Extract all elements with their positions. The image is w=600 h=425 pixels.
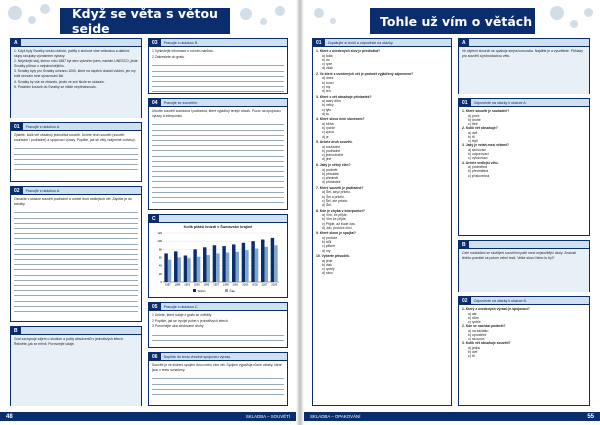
footer-section: SKLADBA – OPAKOVÁNÍ — [310, 414, 361, 419]
bar-tetřev-2001 — [232, 244, 235, 282]
chart-title: Kolik ptáků hnízdí v Šumavské krajině — [183, 225, 253, 229]
panel-c — [148, 214, 288, 298]
text-item: 3. Svratky byly pro Svratky ochranu 1000, které na úspěch dostali všichni, jen my totiž nevzalo mne spravování lidí. — [14, 69, 136, 78]
panel-b — [10, 326, 142, 406]
answer-option[interactable]: b) tři — [468, 135, 475, 139]
answer-option[interactable]: a) podmět — [322, 167, 338, 172]
bar-čáp-1999 — [226, 253, 229, 282]
quiz-question — [316, 163, 448, 184]
x-tick-label: 2003 — [242, 283, 249, 287]
bar-tetřev-2009 — [271, 238, 274, 282]
question-text: 6. Jaký je větný člen? — [316, 162, 351, 167]
panel-01 — [10, 122, 142, 182]
x-tick-label: 2007 — [261, 283, 268, 287]
panel-tag: 02 — [459, 297, 471, 305]
bar-čáp-1987 — [168, 260, 171, 282]
x-tick-label: 2005 — [251, 283, 258, 287]
bar-čáp-2007 — [265, 247, 268, 282]
answer-option[interactable]: d) ráno — [322, 271, 333, 276]
answer-option[interactable]: a) kolik — [322, 53, 333, 58]
answer-option[interactable]: b) druhé — [468, 117, 481, 122]
answer-option[interactable]: d) Šel. — [322, 202, 332, 207]
answer-option[interactable]: c) Přijde, až bude čas. — [322, 221, 356, 226]
answer-line[interactable] — [152, 336, 284, 341]
instruction-text: Označte v ukázce souvětí podřadné a určete druh vedlejších vět. Zapište je do tabulky. — [14, 197, 132, 206]
quiz-question — [316, 231, 448, 252]
panel-01-right-body — [459, 107, 589, 180]
instruction-text: Utvořte souvětí souřadná i podřadná, které vyjadřují tentýž obsah. Pozor na spojovací výrazy a interpunkci. — [152, 109, 281, 118]
instruction-text: Souvětí je ve složení spojení dvou nebo více vět. Spojení vyjadřuje různé vztahy, které jsou v textu označeny. — [152, 363, 282, 372]
panel-04 — [148, 98, 288, 210]
bar-čáp-1997 — [216, 253, 219, 282]
panel-02-right-body — [459, 305, 589, 361]
question-text: 2. Kde se nachází podmět? — [462, 324, 506, 329]
answer-option[interactable]: a) Šel, když pršelo. — [322, 190, 351, 195]
answer-option[interactable]: c) třetí — [468, 122, 478, 126]
answer-option[interactable]: c) na konci — [468, 337, 485, 342]
instruction-text: Graf zachycuje zájem o studium a počty absolventů v jednotlivých letech. Řekněte, jak se měnil. Porovnejte údaje. — [14, 337, 124, 346]
panel-tag: 04 — [149, 99, 161, 107]
answer-option[interactable]: d) jiné — [322, 157, 332, 162]
panel-tag: B — [459, 241, 469, 249]
book-spine — [296, 0, 304, 425]
answer-option[interactable]: c) předmět — [322, 175, 339, 180]
answer-option[interactable]: a) první — [468, 113, 480, 118]
task-item: 3 Porovnejte oba sledované druhy. — [152, 324, 205, 329]
x-tick-label: 1991 — [184, 283, 191, 287]
bar-tetřev-1997 — [213, 245, 216, 282]
page-title: Tohle už vím o větách — [370, 8, 535, 34]
panel-01-right — [458, 98, 590, 236]
answer-option[interactable]: b) velký — [322, 103, 334, 108]
answer-option[interactable]: c) tyto — [322, 107, 332, 112]
bar-čáp-2001 — [236, 252, 239, 282]
question-text: 8. Kde je chyba v interpunkci? — [316, 208, 365, 213]
question-text: 5. Určete druh souvětí. — [316, 140, 353, 145]
bar-čáp-1993 — [197, 257, 200, 282]
answer-option[interactable]: b) rychle — [322, 126, 336, 131]
x-tick-label: 1995 — [203, 283, 210, 287]
panel-label: Doplňte do textu vhodné spojovací výrazy. — [163, 354, 231, 359]
panel-06 — [148, 352, 288, 406]
question-text: 2. Kolik vět obsahuje? — [462, 126, 498, 131]
task-item: 1 Určete, které údaje z grafu se zvětšily. — [152, 313, 213, 317]
quiz-question — [316, 117, 448, 138]
answer-option[interactable]: b) tomu — [322, 80, 334, 85]
bar-tetřev-1989 — [174, 251, 177, 282]
x-tick-label: 1987 — [164, 283, 171, 287]
text-item: 5. Poslední kousek do Svratky se nikde nepřetahovalo. — [14, 85, 97, 90]
answer-option[interactable]: b) Šel a pršelo. — [322, 194, 345, 199]
legend-label: Čáp — [229, 288, 236, 293]
quiz-question — [316, 254, 448, 275]
footer-bar — [0, 412, 296, 421]
answer-line[interactable] — [14, 165, 138, 170]
panel-tag: A — [11, 39, 21, 47]
answer-option[interactable]: a) jednu — [468, 346, 481, 350]
answer-option[interactable]: c) tři — [468, 354, 475, 359]
bar-tetřev-1987 — [164, 253, 167, 282]
panel-label: Odpovězte na otázky k ukázce B. — [473, 298, 527, 303]
bar-tetřev-2007 — [261, 240, 264, 282]
y-tick-label: 100 — [157, 239, 162, 244]
task-item: 2 Zakreslete do grafu. — [152, 54, 185, 59]
panel-label: Pracujte s ukázkou C. — [163, 304, 199, 309]
panel-a-right — [458, 38, 590, 94]
answer-option[interactable]: d) ten — [322, 89, 331, 93]
answer-option[interactable]: b) dvě — [468, 350, 478, 355]
answer-option[interactable]: a) podmětná — [468, 165, 488, 170]
quiz-question — [316, 72, 448, 93]
question-text: 4. Určete vedlejší větu. — [462, 160, 499, 165]
question-text: 1. Které souvětí je souřadné? — [462, 109, 510, 113]
question-text: 2. Ve které z uvedených vět je podmět vyjádřený zájmenem? — [316, 71, 414, 76]
footer-section: SKLADBA – SOUVĚTÍ — [245, 414, 290, 419]
bar-čáp-2005 — [255, 249, 258, 282]
answer-option[interactable]: b) do — [322, 57, 330, 62]
quiz-question — [316, 95, 448, 116]
answer-option[interactable]: c) ryze — [322, 62, 333, 66]
question-text: 10. Vyberte přísudek. — [316, 254, 350, 259]
bar-čáp-1991 — [187, 258, 190, 282]
legend-swatch — [193, 289, 196, 292]
panel-tag: 06 — [149, 353, 161, 361]
bar-čáp-1995 — [207, 255, 210, 282]
bar-čáp-2003 — [245, 250, 248, 282]
question-text: 9. Které slovo je spojka? — [316, 231, 356, 236]
quiz-question — [316, 186, 448, 207]
question-text: 7. Které souvětí je podřadné? — [316, 185, 364, 190]
answer-option[interactable]: c) pěkně — [322, 244, 336, 249]
task-item: 2 Popište, jak se vyvíjel počet v jednotlivých letech. — [152, 318, 229, 323]
answer-option[interactable]: d) my — [322, 248, 331, 253]
x-tick-label: 2001 — [232, 283, 239, 287]
x-tick-label: 1999 — [222, 283, 229, 287]
page-number: 55 — [587, 413, 594, 420]
answer-option[interactable]: d) přívlastek — [322, 180, 341, 185]
answer-line[interactable] — [152, 87, 284, 92]
answer-option[interactable]: a) dnes — [322, 76, 334, 81]
answer-option[interactable]: d) Jdu, protože chci. — [322, 225, 353, 230]
panel-tag: 02 — [11, 187, 23, 195]
answer-option[interactable]: b) uprostřed — [468, 333, 487, 337]
answer-option[interactable]: d) ta — [322, 111, 329, 116]
panel-b-right — [458, 240, 590, 292]
bar-tetřev-1995 — [203, 247, 206, 282]
panel-tag: A — [459, 39, 469, 47]
answer-option[interactable]: b) přísudek — [322, 171, 339, 176]
bar-čáp-1989 — [178, 258, 181, 283]
question-text: 1. Který z uvedených výrazů je spojovací? — [462, 307, 530, 311]
bar-tetřev-1993 — [193, 249, 196, 282]
x-tick-label: 1997 — [213, 283, 220, 287]
answer-option[interactable]: a) souřadné — [322, 144, 341, 149]
legend-swatch — [225, 289, 228, 292]
text-item: 4. Svratky by vše se ztrácelo, jenže ve své škole se ukázalo. — [14, 79, 105, 84]
answer-option[interactable]: b) odporovací — [468, 152, 489, 157]
answer-option[interactable]: c) zpívá — [322, 130, 334, 135]
question-text: 3. Jaký je vztah mezi větami? — [462, 143, 509, 148]
answer-option[interactable]: a) protože — [322, 235, 338, 240]
question-text: 1. Které z uvedených slov je předložka? — [316, 49, 381, 53]
panel-02 — [10, 186, 142, 322]
bar-tetřev-2005 — [251, 241, 254, 282]
panel-a — [10, 38, 142, 118]
answer-option[interactable]: c) rychle — [468, 320, 481, 324]
answer-option[interactable]: c) příslovečná — [468, 173, 490, 178]
answer-option[interactable]: c) vylučovací — [468, 156, 488, 161]
right-page — [300, 0, 600, 425]
x-tick-label: 2009 — [271, 283, 278, 287]
panel-02-right — [458, 296, 590, 406]
panel-label: Pracujte se souvětím. — [163, 100, 199, 105]
instruction-text: Ve ctyřech slovech se opakuje stejná koncovka. Najděte je a vysvětlete. Příklady pro souvětí a jednoduchou větu. — [462, 49, 583, 58]
quiz-body — [313, 47, 451, 279]
quiz-question — [316, 140, 448, 161]
bar-tetřev-1999 — [222, 246, 225, 282]
answer-option[interactable]: b) vlak — [322, 262, 332, 267]
x-tick-label: 1993 — [193, 283, 200, 287]
bar-chart — [153, 230, 283, 296]
panel-tag: 05 — [149, 303, 161, 311]
answer-option[interactable]: c) jednoduché — [322, 153, 344, 158]
instruction-text: Celé rozkládání se složitými souvětími patří mezi nejsložitější úkoly. Znalosti těchto pravidel se potom velmi hodí. Velké slovo Nebo to byl? — [462, 251, 577, 260]
question-text: 4. Které slovo není slovesem? — [316, 117, 365, 122]
text-item: 1. Když byly Svratky cestou dálnicí, patřily k slohové vlne velkostou a dalšími stupy stoupaly významem vybavy. — [14, 49, 130, 58]
bar-tetřev-1991 — [184, 255, 187, 282]
panel-05 — [148, 302, 288, 348]
answer-option[interactable]: c) rychlý — [322, 267, 335, 272]
answer-option[interactable]: a) běhá — [322, 121, 334, 126]
answer-option[interactable]: d) však — [322, 66, 333, 71]
panel-label: Pracujte s ukázkou A. — [25, 124, 61, 129]
quiz-panel — [312, 38, 452, 406]
panel-03 — [148, 38, 288, 94]
y-tick-label: 20 — [158, 271, 162, 276]
answer-option[interactable]: a) na začátku — [468, 328, 489, 333]
page-title: Když se věta s větou sejde — [60, 8, 230, 34]
answer-option[interactable]: a) slučovací — [468, 148, 487, 152]
footer-bar — [304, 412, 600, 421]
task-item: 1 Vyhledejte informace o ročním nárůstu. — [152, 49, 214, 53]
y-tick-label: 80 — [158, 247, 162, 252]
bar-tetřev-2003 — [242, 243, 245, 282]
y-tick-label: 60 — [158, 255, 162, 260]
answer-option[interactable]: a) jede — [322, 258, 333, 263]
answer-option[interactable]: c) my — [322, 84, 331, 89]
answer-option[interactable]: c) čtyři — [468, 139, 478, 144]
answer-option[interactable]: b) Vím že přijde. — [322, 217, 347, 222]
panel-tag: 01 — [459, 99, 471, 107]
panel-tag: 01 — [11, 123, 23, 131]
answer-line[interactable] — [152, 390, 284, 395]
answer-option[interactable]: b) stůl — [322, 240, 332, 245]
answer-option[interactable]: a) Vím, že přijde. — [322, 213, 348, 218]
text-item: 2. Nejvíšejší stáj, kterou roku 1887 byl otec vytvořen jsem, nashim UNESCO, jeste Svratky půlnoc o nejnáročnějšího. — [14, 59, 138, 68]
answer-line[interactable] — [152, 198, 284, 203]
answer-option[interactable]: a) starý dům — [322, 99, 341, 104]
answer-option[interactable]: b) podřadné — [322, 148, 341, 153]
panel-label: Odpovězte na otázky k ukázce A. — [473, 100, 527, 105]
page-number: 48 — [6, 413, 13, 420]
answer-option[interactable]: b) předmětná — [468, 169, 489, 174]
answer-option[interactable]: a) dvě — [468, 130, 478, 135]
y-tick-label: 0 — [160, 280, 162, 284]
panel-tag: B — [11, 327, 21, 335]
bar-čáp-2009 — [274, 245, 277, 282]
panel-label: Zopakujte si teorii a odpovězte na otázky. — [327, 40, 394, 45]
legend-label: Tetřev — [197, 288, 206, 293]
y-tick-label: 120 — [157, 231, 162, 235]
y-tick-label: 40 — [158, 263, 162, 268]
answer-line[interactable] — [14, 307, 138, 312]
panel-tag: 01 — [313, 39, 325, 47]
answer-option[interactable]: d) je — [322, 134, 329, 139]
instruction-text: Zjistěte, kolik vět obsahují jednotlivá souvětí. Určete druh souvětí (souvětí souřadné / podřadné) a spojovací výrazy. Popište, jak se věty vzájemně ovlivňují. — [14, 133, 136, 142]
panel-label: Pracujte s ukázkou A. — [25, 188, 61, 193]
panel-tag: 03 — [149, 39, 161, 47]
answer-option[interactable]: c) Šel, ale pršelo. — [322, 198, 349, 203]
question-text: 3. Kolik vět obsahuje souvětí? — [462, 341, 511, 346]
panel-tag: C — [149, 215, 159, 223]
answer-option[interactable]: a) ale — [468, 311, 477, 316]
answer-option[interactable]: b) dům — [468, 315, 479, 320]
quiz-question — [316, 209, 448, 230]
x-tick-label: 1989 — [174, 283, 181, 287]
quiz-question — [316, 49, 448, 70]
question-text: 3. Které z vět obsahuje přívlastek? — [316, 94, 372, 99]
panel-label: Pracujte s ukázkou B. — [163, 40, 199, 45]
